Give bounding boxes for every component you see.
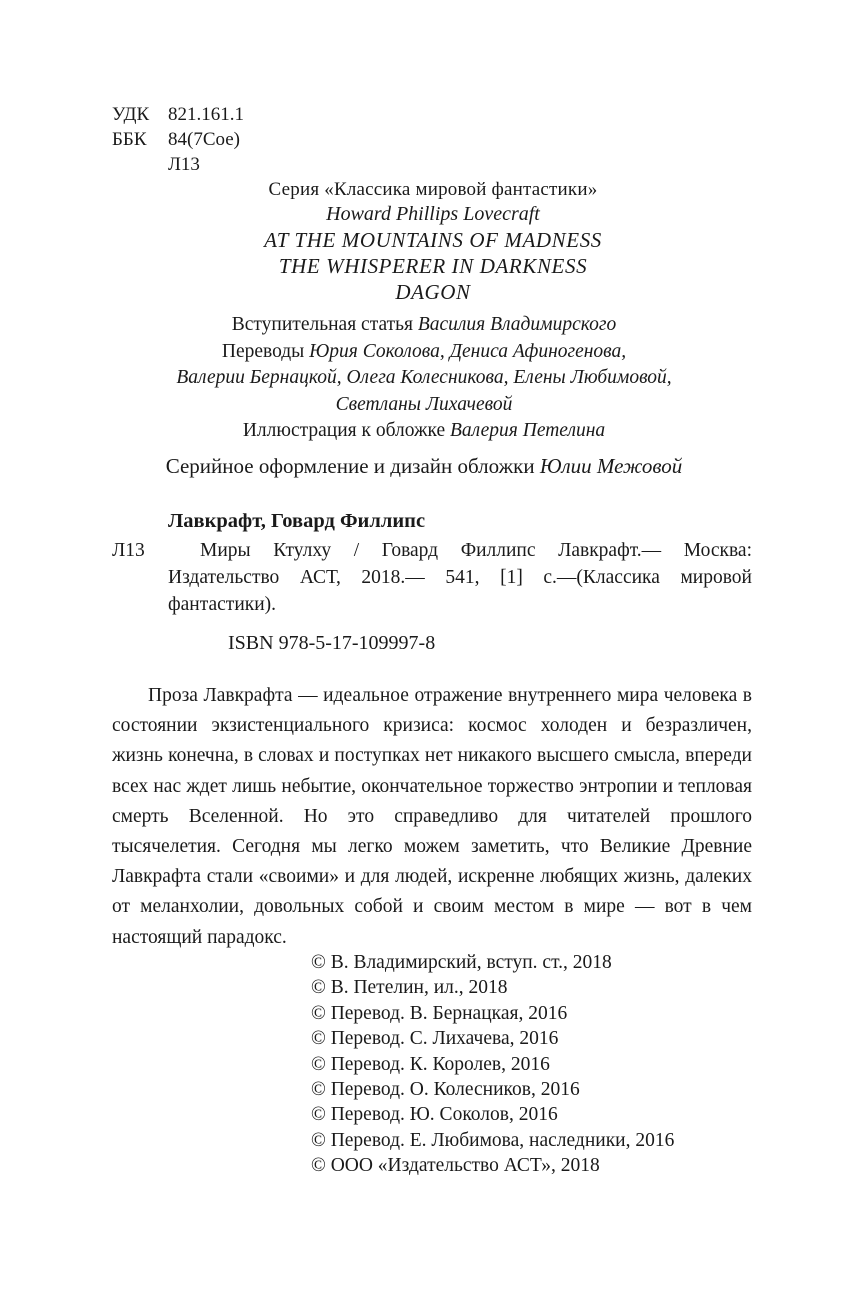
credit-intro-article [100,312,748,339]
udk-label: УДК [112,104,150,125]
series-title-block [113,178,753,305]
credit-cover-illustration-role: Иллюстрация к обложке [242,420,450,441]
credit-translators-names-3: Светланы Лихачевой [335,393,513,415]
classification-row-shelfmark [112,152,244,177]
annotation-paragraph: Проза Лавкрафта — идеальное отражение внутреннего мира человека в состоянии экзистенциального кризиса: космос холоден и безразличен, жизнь конечна, в словах и поступках нет никакого высшего смысла, впереди всех нас ждет лишь небытие, окончательное торжество энтропии и тепловая смерть Вселенной. Но это справедливо для читателей прошлого тысячелетия. Сегодня мы легко можем заметить, что Великие Древние Лавкрафта стали «своими» и для людей, искренне любящих жизнь, далеких от меланхолии, довольных собой и своим местом в мире — вот в чем настоящий парадокс. [112,685,752,948]
shelfmark-value: Л13 [168,154,200,175]
classification-block [112,102,244,177]
udk-value: 821.161.1 [168,104,244,125]
author-heading: Лавкрафт, Говард Филлипс [168,510,426,532]
credit-translators-line-3 [100,392,748,419]
credit-translators-line-1 [100,339,748,366]
credit-intro-article-name: Василия Владимирского [417,314,617,335]
copyright-line: © Перевод. О. Колесников, 2016 [311,1079,580,1101]
copyright-line: © Перевод. В. Бернацкая, 2016 [311,1002,568,1024]
biblio-shelf-mark: Л13 [112,540,145,561]
copyright-line: © Перевод. К. Королев, 2016 [311,1053,550,1075]
copyright-line: © В. Владимирский, вступ. ст., 2018 [311,952,612,973]
shelfmark-label [112,152,168,177]
credit-translators-line-2 [100,365,748,392]
isbn-line: ISBN 978-5-17-109997-8 [228,632,436,654]
credit-series-design-role: Серийное оформление и дизайн обложки [165,454,540,478]
original-author-name: Howard Phillips Lovecraft [326,203,540,225]
copyright-line: © Перевод. С. Лихачева, 2016 [311,1028,559,1050]
credit-cover-illustration [100,418,748,445]
credit-translators-names-1: Юрия Соколова, Дениса Афиногенова, [309,340,627,362]
copyright-block [311,950,674,1179]
classification-row-bbk [112,127,244,152]
copyright-line: © В. Петелин, ил., 2018 [311,977,508,999]
original-title-2: THE WHISPERER IN DARKNESS [278,254,588,278]
bibliographic-description [112,537,752,618]
credits-block [100,312,748,445]
copyright-line: © ООО «Издательство АСТ», 2018 [311,1155,600,1177]
credit-series-design-name: Юлии Межовой [539,454,683,478]
credit-translators-names-2: Валерии Бернацкой, Олега Колесникова, Елены Любимовой, [176,367,672,388]
biblio-description-text: Миры Ктулху / Говард Филлипс Лавкрафт.— Москва: Издательство АСТ, 2018.— 541, [1] с.—(Классика мировой фантастики). [168,540,752,615]
series-name: Серия «Классика мировой фантастики» [268,179,598,200]
classification-row-udk [112,102,244,127]
credit-series-design [100,452,748,480]
copyright-line: © Перевод. Е. Любимова, наследники, 2016 [311,1129,675,1151]
credit-cover-illustration-name: Валерия Петелина [450,420,606,441]
original-title-1: AT THE MOUNTAINS OF MADNESS [264,228,602,252]
copyright-line: © Перевод. Ю. Соколов, 2016 [311,1104,558,1126]
bbk-value: 84(7Сое) [168,129,240,150]
credit-translations-role: Переводы [221,340,310,362]
original-title-3: DAGON [395,280,471,304]
credit-intro-article-role: Вступительная статья [231,314,418,335]
bbk-label: ББК [112,129,147,150]
